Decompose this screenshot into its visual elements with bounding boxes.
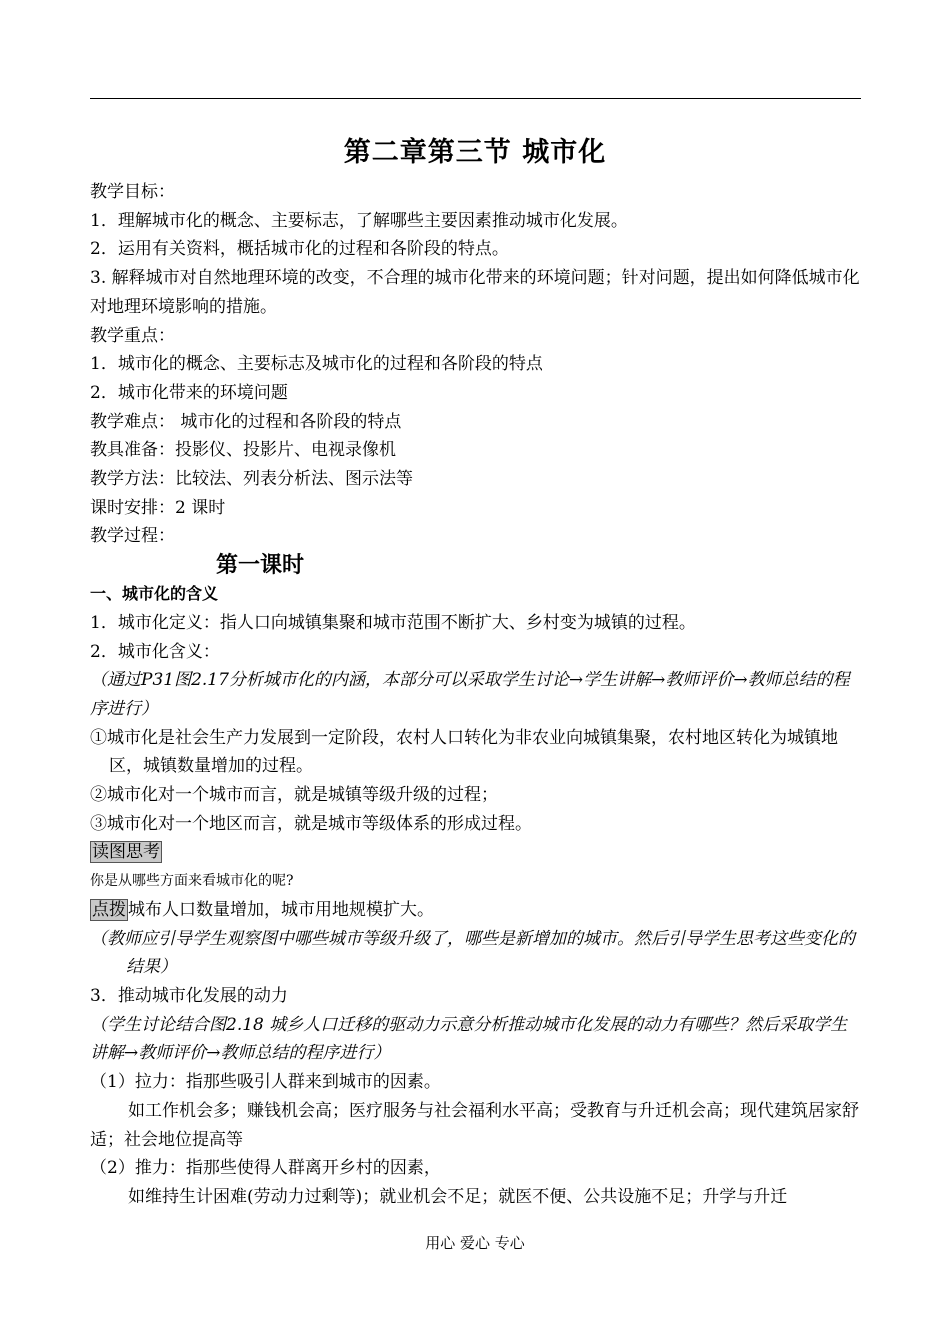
key-point-1: 1．城市化的概念、主要标志及城市化的过程和各阶段的特点 [90, 354, 543, 375]
meaning-item-2: ②城市化对一个城市而言，就是城镇等级升级的过程； [90, 785, 498, 806]
push-text: 如维持生计困难(劳动力过剩等)；就业机会不足；就医不便、公共设施不足；升学与升迁 [128, 1186, 788, 1207]
question: 你是从哪些方面来看城市化的呢? [90, 873, 294, 890]
objective-2: 2．运用有关资料，概括城市化的过程和各阶段的特点。 [90, 239, 509, 260]
process-heading: 教学过程： [90, 526, 175, 547]
pull-heading: （1）拉力：指那些吸引人群来到城市的因素。 [90, 1072, 441, 1093]
objectives-heading: 教学目标： [90, 182, 175, 202]
hint-tag: 点拨 [92, 899, 126, 920]
key-points-heading: 教学重点： [90, 325, 175, 346]
read-figure-row [90, 838, 862, 867]
objective-3: 3. 解释城市对自然地理环境的改变，不合理的城市化带来的环境问题；针对问题，提出如何降低城市化对地理环境影响的措施。 [90, 268, 860, 317]
methods: 教学方法：比较法、列表分析法、图示法等 [90, 469, 413, 490]
section-heading: 一、城市化的含义 [90, 584, 219, 604]
push-heading: （2）推力：指那些使得人群离开乡村的因素， [90, 1158, 441, 1179]
hint-text: 城布人口数量增加，城市用地规模扩大。 [128, 899, 434, 920]
difficulty: 教学难点： 城市化的过程和各阶段的特点 [90, 411, 402, 432]
schedule: 课时安排：2 课时 [90, 497, 226, 518]
read-figure-tag: 读图思考 [92, 842, 160, 863]
document-body [90, 178, 862, 1212]
hint-note: （教师应引导学生观察图中哪些城市等级升级了，哪些是新增加的城市。然后引导学生思考这些变化的结果） [90, 928, 855, 978]
tools: 教具准备：投影仪、投影片、电视录像机 [90, 440, 396, 461]
hint-row [90, 896, 862, 925]
definition: 1．城市化定义：指人口向城镇集聚和城市范围不断扩大、乡村变为城镇的过程。 [90, 612, 696, 633]
meaning-note: （通过P31图2.17分析城市化的内涵，本部分可以采取学生讨论→学生讲解→教师评价→教师总结的程序进行） [90, 670, 850, 719]
meaning-heading: 2．城市化含义： [90, 641, 220, 662]
drive-heading: 3．推动城市化发展的动力 [90, 985, 288, 1006]
lesson-title: 第一课时 [216, 553, 305, 579]
key-point-2: 2．城市化带来的环境问题 [90, 382, 288, 403]
page-title: 第二章第三节 城市化 [343, 137, 607, 168]
page-footer: 用心 爱心 专心 [425, 1234, 525, 1252]
meaning-item-3: ③城市化对一个地区而言，就是城市等级体系的形成过程。 [90, 813, 532, 834]
pull-text: 如工作机会多；赚钱机会高；医疗服务与社会福利水平高；受教育与升迁机会高；现代建筑居家舒适；社会地位提高等 [90, 1100, 859, 1150]
drive-note: （学生讨论结合图2.18 城乡人口迁移的驱动力示意分析推动城市化发展的动力有哪些？然后采取学生讲解→教师评价→教师总结的程序进行） [90, 1014, 848, 1064]
meaning-item-1: ①城市化是社会生产力发展到一定阶段，农村人口转化为非农业向城镇集聚，农村地区转化为城镇地区，城镇数量增加的过程。 [90, 727, 838, 777]
objective-1: 1．理解城市化的概念、主要标志，了解哪些主要因素推动城市化发展。 [90, 210, 628, 231]
header-rule [90, 98, 861, 99]
